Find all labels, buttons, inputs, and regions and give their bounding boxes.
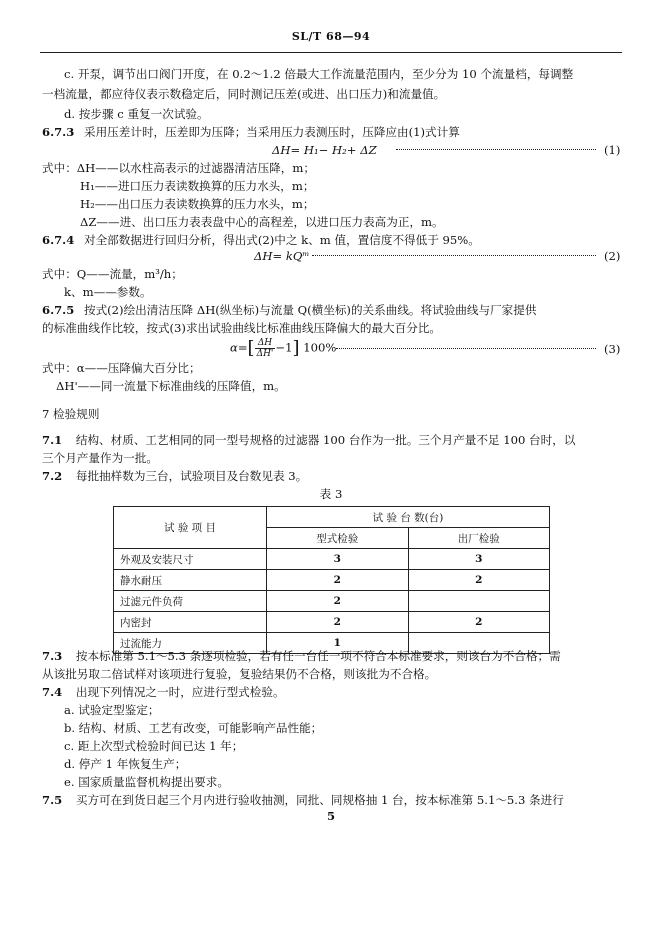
equation-3-minus-one: −1	[275, 340, 293, 355]
section-7-heading: 7 检验规则	[42, 407, 100, 421]
clause-number-7-5: 7.5	[42, 793, 63, 807]
table-3	[113, 506, 550, 654]
table-header-factory-test: 出厂检验	[408, 528, 550, 549]
equation-3	[230, 338, 336, 359]
where-q: 式中：Q——流量，m³/h；	[42, 267, 183, 281]
equation-1: ΔH= H₁− H₂+ ΔZ	[272, 143, 377, 157]
clause-text-6-7-5-line2: 的标准曲线作比较，按式(3)求出试验曲线比标准曲线压降偏大的最大百分比。	[42, 321, 442, 335]
list-item-c: c. 距上次型式检验时间已达 1 年；	[64, 739, 244, 753]
clause-number-7-3: 7.3	[42, 649, 63, 663]
where-h1: H₁——进口压力表读数换算的压力水头，m；	[80, 179, 315, 193]
where-k-m: k、m——参数。	[64, 285, 152, 299]
table-header-item: 试 验 项 目	[114, 507, 267, 549]
table-cell-type: 3	[267, 549, 409, 570]
table-row	[114, 549, 550, 570]
page-number: 5	[326, 809, 336, 823]
where-delta-h: 式中：ΔH——以水柱高表示的过滤器清洁压降，m；	[42, 161, 315, 175]
page-header-code: SL/T 68—94	[291, 30, 371, 43]
where-delta-z: ΔZ——进、出口压力表表盘中心的高程差，以进口压力表高为正，m。	[80, 215, 444, 229]
equation-3-lhs: α=	[230, 340, 248, 355]
header-rule	[40, 52, 622, 53]
clause-number-6-7-3: 6.7.3	[42, 125, 75, 139]
table-header-type-test: 型式检验	[267, 528, 409, 549]
table-header-count: 试 验 台 数(台)	[267, 507, 550, 528]
clause-text-7-5: 买方可在到货日起三个月内进行验收抽测，同批、同规格抽 1 台，按本标准第 5.1～5.3 条进行	[75, 793, 564, 807]
equation-3-right-bracket: ]	[292, 337, 300, 359]
clause-text-7-1-line2: 三个月产量作为一批。	[42, 451, 158, 465]
list-item-d: d. 停产 1 年恢复生产；	[64, 757, 187, 771]
clause-text-7-4: 出现下列情况之一时，应进行型式检验。	[75, 685, 285, 699]
table-row	[114, 591, 550, 612]
table-cell-factory: 2	[408, 570, 550, 591]
clause-text-7-3: 按本标准第 5.1～5.3 条逐项检验，若有任一台任一项不符合本标准要求，则该台为不合格；需	[75, 649, 561, 663]
equation-3-numerator: ΔH	[255, 338, 276, 349]
clause-number-7-4: 7.4	[42, 685, 63, 699]
equation-3-denominator: ΔH'	[256, 349, 274, 359]
clause-number-6-7-4: 6.7.4	[42, 233, 75, 247]
equation-3-leader	[336, 348, 596, 349]
equation-3-number: (3)	[604, 342, 621, 356]
equation-2-number: (2)	[604, 249, 621, 263]
table-cell-factory	[408, 591, 550, 612]
equation-2-leader	[312, 255, 596, 256]
clause-text-7-2: 每批抽样数为三台，试验项目及台数见表 3。	[75, 469, 308, 483]
list-item-e: e. 国家质量监督机构提出要求。	[64, 775, 229, 789]
list-item-a: a. 试验定型鉴定；	[64, 703, 160, 717]
table-cell-item: 内密封	[114, 612, 267, 633]
table-cell-factory: 3	[408, 549, 550, 570]
equation-3-percent: 100%	[303, 340, 337, 355]
table-row	[114, 570, 550, 591]
step-c-line1: c. 开泵，调节出口阀门开度，在 0.2～1.2 倍最大工作流量范围内，至少分为 10 个流量档，每调整	[64, 67, 574, 81]
table-cell-item: 外观及安装尺寸	[114, 549, 267, 570]
step-d: d. 按步骤 c 重复一次试验。	[64, 107, 209, 121]
equation-1-number: (1)	[604, 143, 621, 157]
table-3-title: 表 3	[319, 487, 343, 501]
table-cell-item: 静水耐压	[114, 570, 267, 591]
clause-number-7-1: 7.1	[42, 433, 63, 447]
where-delta-h-prime: ΔH'——同一流量下标准曲线的压降值，m。	[56, 379, 286, 393]
step-c-line2: 一档流量，都应待仪表示数稳定后，同时测记压差(或进、出口压力)和流量值。	[42, 87, 446, 101]
list-item-b: b. 结构、材质、工艺有改变，可能影响产品性能；	[64, 721, 323, 735]
clause-text-6-7-3: 采用压差计时，压差即为压降；当采用压力表测压时，压降应由(1)式计算	[83, 125, 460, 139]
table-cell-item: 过流能力	[114, 633, 267, 654]
table-cell-type: 2	[267, 591, 409, 612]
clause-number-7-2: 7.2	[42, 469, 63, 483]
table-cell-item: 过滤元件负荷	[114, 591, 267, 612]
equation-1-leader	[396, 149, 596, 150]
equation-3-fraction	[255, 338, 276, 359]
where-alpha: 式中：α——压降偏大百分比；	[42, 361, 201, 375]
table-row	[114, 612, 550, 633]
equation-3-left-bracket: [	[247, 337, 255, 359]
equation-2: ΔH= kQᵐ	[254, 249, 310, 263]
table-cell-type: 2	[267, 612, 409, 633]
table-cell-factory: 2	[408, 612, 550, 633]
clause-number-6-7-5: 6.7.5	[42, 303, 75, 317]
clause-text-6-7-4: 对全部数据进行回归分析，得出式(2)中之 k、m 值，置信度不得低于 95%。	[83, 233, 480, 247]
clause-text-7-3-line2: 从该批另取二倍试样对该项进行复验，复验结果仍不合格，则该批为不合格。	[42, 667, 437, 681]
table-cell-type: 1	[267, 633, 409, 654]
where-h2: H₂——出口压力表读数换算的压力水头，m；	[80, 197, 315, 211]
clause-text-7-1: 结构、材质、工艺相同的同一型号规格的过滤器 100 台作为一批。三个月产量不足 100 台时，以	[75, 433, 576, 447]
clause-text-6-7-5: 按式(2)绘出清洁压降 ΔH(纵坐标)与流量 Q(横坐标)的关系曲线。将试验曲线与厂家提供	[83, 303, 537, 317]
table-cell-type: 2	[267, 570, 409, 591]
